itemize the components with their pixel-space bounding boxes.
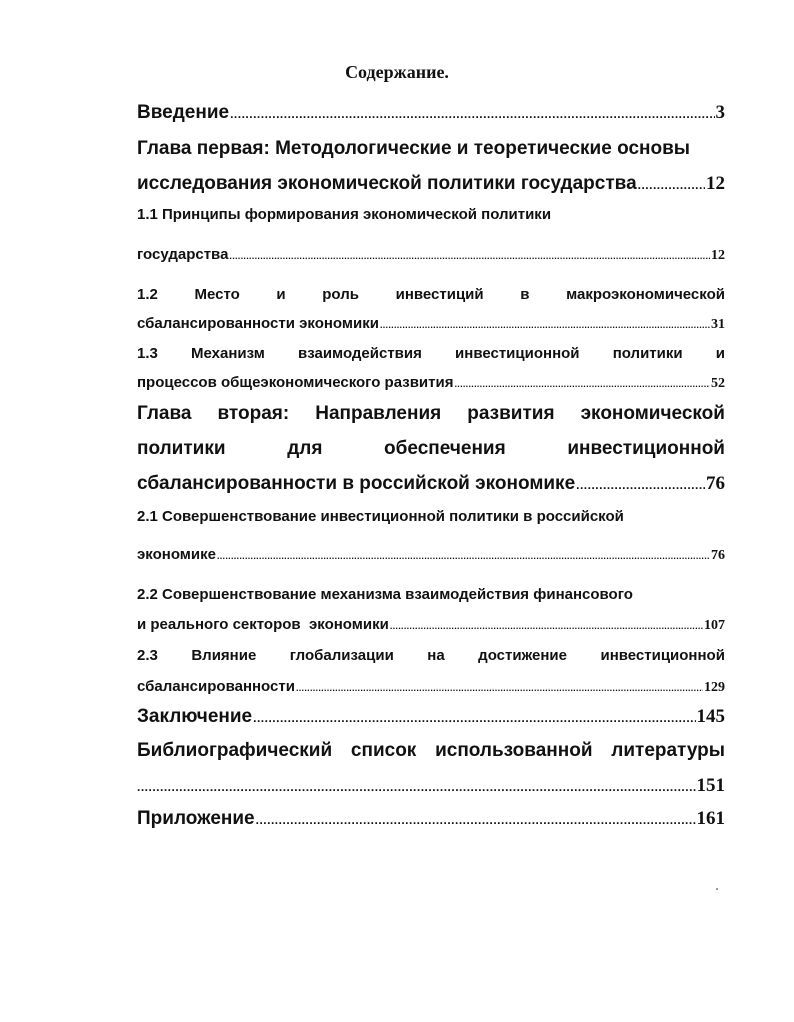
toc-word: экономической [580,403,725,424]
toc-section-2-3-line2[interactable] [137,678,725,696]
toc-section-2-1-line2[interactable] [137,546,725,564]
toc-chapter1-line2[interactable] [137,173,725,195]
toc-leader [217,551,710,561]
toc-section-2-1-line1[interactable] [137,508,725,525]
toc-label: исследования экономической политики государства [137,173,637,194]
toc-word: использованной [435,740,593,761]
toc-entry-appendix[interactable] [137,808,725,830]
toc-page: 52 [711,376,725,391]
toc-word: Место [194,286,240,303]
toc-leader [229,251,710,261]
scan-speck [716,888,718,890]
toc-word: инвестиций [395,286,484,303]
toc-chapter2-line2[interactable] [137,438,725,460]
toc-word: на [427,647,445,664]
toc-section-1-2-line1[interactable] [137,286,725,303]
toc-entry-intro[interactable] [137,102,725,124]
toc-section-2-2-line1[interactable] [137,586,725,603]
toc-label: Введение [137,102,230,123]
toc-label: экономике [137,546,216,563]
toc-leader [256,813,696,827]
toc-word: инвестиционной [567,438,725,459]
toc-label: 2.1 Совершенствование инвестиционной политики в российской [137,508,624,525]
toc-leader [576,478,705,492]
toc-word: инвестиционной [600,647,725,664]
toc-word: развития [467,403,555,424]
toc-leader [137,780,696,794]
toc-label: Глава первая: Методологические и теоретические основы [137,138,690,159]
toc-entry-conclusion[interactable] [137,706,725,728]
toc-word: 1.2 [137,286,158,303]
toc-section-1-1-line2[interactable] [137,246,725,264]
toc-word: список [350,740,417,761]
toc-page: 12 [706,173,725,194]
toc-word: 2.3 [137,647,158,664]
toc-word: Библиографический [137,740,333,761]
toc-leader [638,178,705,192]
toc-word: 1.3 [137,345,158,362]
toc-page: 145 [696,706,725,727]
toc-label: сбалансированности в российской экономике [137,473,576,494]
toc-word: обеспечения [384,438,506,459]
toc-word: Направления [315,403,442,424]
toc-word: роль [322,286,359,303]
toc-page: 161 [696,808,725,829]
toc-label: сбалансированности [137,678,295,695]
toc-section-1-3-line2[interactable] [137,374,725,392]
toc-chapter2-line3[interactable] [137,473,725,495]
toc-page: 12 [711,248,725,263]
toc-section-1-2-line2[interactable] [137,315,725,333]
toc-word: глобализации [289,647,394,664]
toc-word: и [715,345,725,362]
toc-label: процессов общеэкономического развития [137,374,454,391]
toc-chapter1-line1[interactable] [137,138,725,160]
toc-leader [296,683,703,693]
toc-word: взаимодействия [298,345,422,362]
toc-word: литературы [611,740,725,761]
toc-page: 76 [706,473,725,494]
toc-label: и реального секторов экономики [137,616,389,633]
toc-label: Приложение [137,808,255,829]
toc-page: 3 [715,102,725,123]
toc-leader [390,621,703,631]
toc-section-2-3-line1[interactable] [137,647,725,664]
toc-word: достижение [478,647,567,664]
toc-word: инвестиционной [455,345,580,362]
toc-word: политики [137,438,226,459]
toc-label: сбалансированности экономики [137,315,379,332]
toc-word: для [287,438,323,459]
toc-label: Заключение [137,706,253,727]
toc-leader [253,711,695,725]
toc-leader [454,379,710,389]
toc-section-2-2-line2[interactable] [137,616,725,634]
toc-section-1-3-line1[interactable] [137,345,725,362]
toc-leader [230,107,714,121]
toc-word: вторая: [217,403,290,424]
toc-page: 76 [711,548,725,563]
toc-label: государства [137,246,229,263]
toc-word: Влияние [191,647,257,664]
toc-page: 31 [711,317,725,332]
toc-label: 1.1 Принципы формирования экономической политики [137,206,552,223]
toc-leader [380,320,710,330]
toc-label: 2.2 Совершенствование механизма взаимодействия финансового [137,586,633,603]
toc-page: 129 [704,680,725,695]
toc-word: и [276,286,286,303]
toc-page: 107 [704,618,725,633]
toc-word: в [520,286,530,303]
toc-entry-bibliography-line1[interactable] [137,740,725,762]
toc-word: макроэкономической [566,286,725,303]
toc-chapter2-line1[interactable] [137,403,725,425]
page-title: Содержание. [345,62,449,82]
toc-entry-bibliography-line2[interactable] [137,775,725,797]
toc-section-1-1-line1[interactable] [137,206,725,223]
toc-word: политики [612,345,683,362]
toc-word: Механизм [191,345,265,362]
toc-page: 151 [696,775,725,796]
toc-word: Глава [137,403,192,424]
